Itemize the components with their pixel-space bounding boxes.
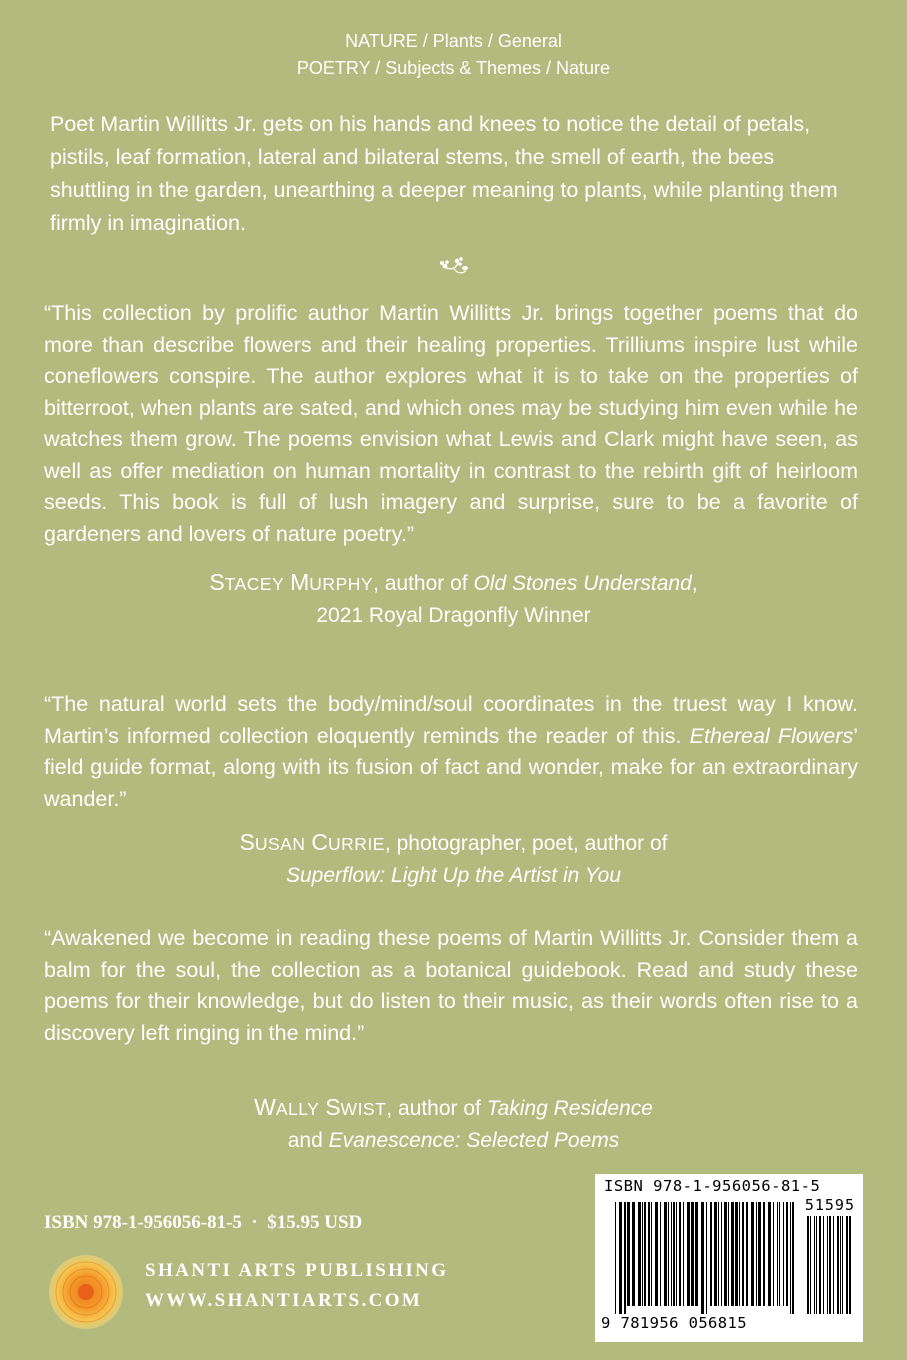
author-name-part: TACEY [224, 574, 285, 594]
flower-sprig-icon [436, 254, 472, 280]
barcode-price-code: 51595 [804, 1196, 855, 1214]
book-title: Evanescence: Selected Poems [328, 1129, 620, 1152]
barcode-isbn-label: ISBN 978-1-956056-81-5 [604, 1177, 821, 1195]
author-name-part: ALLY [275, 1099, 320, 1119]
author-role: , author of [386, 1097, 487, 1120]
book-title: Superflow: Light Up the Artist in You [285, 864, 622, 887]
publisher-name: SHANTI ARTS PUBLISHING [145, 1260, 449, 1281]
book-title: Ethereal Flowers [689, 723, 854, 748]
endorsement-attribution-2 [0, 827, 907, 891]
author-name-part: USAN [254, 834, 306, 854]
sun-logo-icon [46, 1252, 126, 1332]
publisher-website[interactable]: WWW.SHANTIARTS.COM [145, 1290, 423, 1311]
author-role: , photographer, poet, author of [384, 832, 668, 855]
endorsement-quote-1: “This collection by prolific author Martin Willitts Jr. brings together poems that do more than describe flowers and their healing properties. Trilliums inspire lust while coneflowers conspire. The author explores what it is to take on the properties of bitterroot, when plants are sated, and which ones may be studying him even while he watches them grow. The poems envision what Lewis and Clark might have seen, as well as offer mediation on human mortality in contrast to the rebirth gift of heirloom seeds. This book is full of lush imagery and surprise, sure to be a favorite of gardeners and lovers of nature poetry.” [44, 301, 858, 546]
quote-text: ’ field guide format, along with its fusion of fact and wonder, make for an extraordinary wander.” [44, 723, 858, 811]
author-name-part: WIST [340, 1099, 387, 1119]
punctuation: , [691, 572, 698, 595]
quote-text: “The natural world sets the body/mind/soul coordinates in the truest way I know. Martin’s informed collection eloquently reminds the reader of this. [44, 692, 858, 748]
author-initial: S [325, 1094, 341, 1120]
intro-paragraph: Poet Martin Willitts Jr. gets on his hands and knees to notice the detail of petals, pistils, leaf formation, lateral and bilateral stems, the smell of earth, the bees shuttling in the garden, unearthing a deeper meaning to plants, while planting them firmly in imagination. [50, 112, 838, 235]
conjunction: and [287, 1129, 329, 1152]
author-initial: M [290, 569, 310, 595]
author-name-part: URRIE [327, 834, 385, 854]
author-initial: W [254, 1094, 276, 1120]
endorsement-attribution-1 [0, 567, 907, 631]
isbn-price: ISBN 978-1-956056-81-5 · $15.95 USD [44, 1212, 363, 1233]
barcode-panel [595, 1174, 863, 1342]
author-initial: S [239, 829, 255, 855]
category-list [0, 28, 907, 82]
endorsement-quote-3: “Awakened we become in reading these poems of Martin Willitts Jr. Consider them a balm for the soul, the collection as a botanical guidebook. Read and study these poems for their knowledge, but do listen to their music, as their words often rise to a discovery left ringing in the mind.” [44, 926, 858, 1045]
endorsement-quote-2 [44, 689, 858, 815]
book-title: Taking Residence [486, 1097, 653, 1120]
barcode-ean-digits: 9 781956 056815 [601, 1314, 747, 1332]
author-role: , author of [373, 572, 474, 595]
category-line: NATURE / Plants / General [345, 31, 562, 51]
book-title: Old Stones Understand [473, 572, 692, 595]
endorsement-attribution-3 [0, 1092, 907, 1156]
category-line: POETRY / Subjects & Themes / Nature [296, 58, 611, 78]
publisher-block [145, 1256, 448, 1316]
author-initial: S [209, 569, 225, 595]
award-line: 2021 Royal Dragonfly Winner [316, 604, 591, 627]
author-name-part: URPHY [309, 574, 374, 594]
author-initial: C [311, 829, 328, 855]
